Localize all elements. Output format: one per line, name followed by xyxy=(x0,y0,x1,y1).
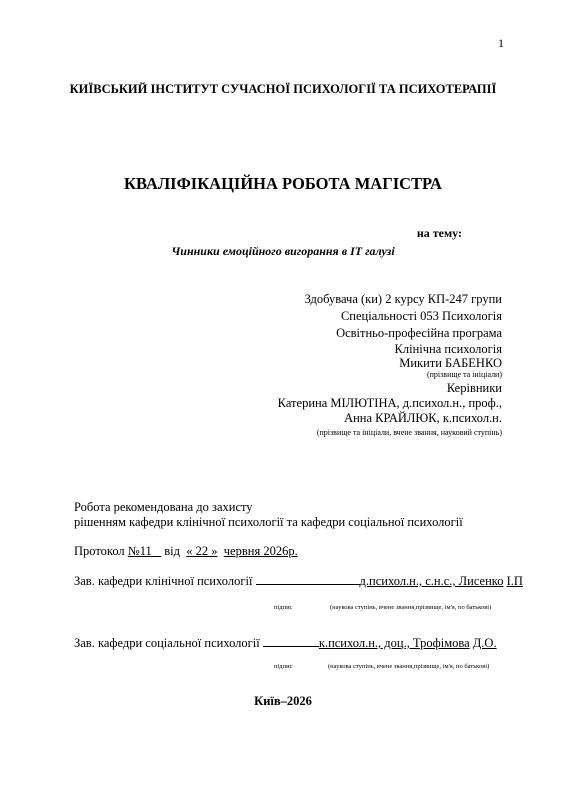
protocol-from: від xyxy=(164,544,181,558)
head-clinical-details-caption: (наукова ступінь, вчене звання,прізвище, ім'я, по батькові) xyxy=(330,604,492,611)
page-number: 1 xyxy=(498,36,504,50)
supervisors-label: Керівники xyxy=(446,381,502,395)
student-course-group: Здобувача (ки) 2 курсу КП-247 групи xyxy=(304,292,502,306)
head-clinical-initials: І.П xyxy=(506,574,523,588)
recommendation-line-1: Робота рекомендована до захисту xyxy=(74,500,253,514)
protocol-number: №11 xyxy=(127,544,152,558)
topic-label: на тему: xyxy=(416,226,462,240)
head-clinical-value: д.психол.н., с.н.с., Лисенко xyxy=(359,574,504,588)
protocol-line xyxy=(74,544,298,559)
supervisor-1: Катерина МІЛЮТІНА, д.психол.н., проф., xyxy=(277,396,502,410)
supervisors-caption: (прізвище та ініціали, вчене звання, науковий ступінь) xyxy=(316,428,502,437)
supervisor-2: Анна КРАЙЛЮК, к.психол.н. xyxy=(344,411,502,425)
head-clinical-label: Зав. кафедри клінічної психології xyxy=(74,574,253,588)
student-program-name: Клінічна психологія xyxy=(394,342,502,356)
recommendation-line-2: рішенням кафедри клінічної психології та кафедри соціальної психології xyxy=(74,515,463,529)
signature-line xyxy=(263,635,319,647)
work-type-title: КВАЛІФІКАЦІЙНА РОБОТА МАГІСТРА xyxy=(124,174,442,193)
head-social-signature-caption: підпис xyxy=(274,663,293,670)
student-name-caption: (прізвище та ініціали) xyxy=(426,370,502,379)
head-social-initials: Д.О. xyxy=(472,636,497,650)
student-program: Освітньо-професійна програма xyxy=(336,326,502,340)
head-social-value: к.психол.н., доц., Трофімова xyxy=(318,636,470,650)
topic-title: Чинники емоційного вигорання в IT галузі xyxy=(171,244,395,258)
student-specialty: Спеціальності 053 Психологія xyxy=(340,309,502,323)
head-clinical-signature-caption: підпис xyxy=(274,604,293,611)
head-clinical-row xyxy=(74,573,523,589)
head-social-row xyxy=(74,635,497,651)
institute-name: КИЇВСЬКИЙ ІНСТИТУТ СУЧАСНОЇ ПСИХОЛОГІЇ ТА ПСИХОТЕРАПІЇ xyxy=(69,82,497,96)
protocol-prefix: Протокол xyxy=(74,544,125,558)
protocol-day: « 22 » xyxy=(186,544,218,558)
city-year: Київ–2026 xyxy=(254,694,312,708)
student-name: Микити БАБЕНКО xyxy=(399,356,502,370)
protocol-month-year: червня 2026р. xyxy=(223,544,298,558)
head-social-label: Зав. кафедри соціальної психології xyxy=(74,636,260,650)
signature-line xyxy=(256,573,360,585)
head-social-details-caption: (наукова ступінь, вчене звання,прізвище, ім'я, по батькові) xyxy=(328,663,490,670)
